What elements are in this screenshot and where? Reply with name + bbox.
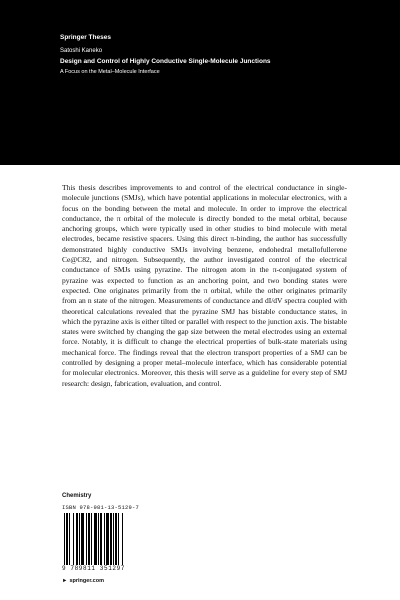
author-name: Satoshi Kaneko — [60, 48, 103, 54]
description-text: This thesis describes improvements to and control of the electrical conductance in single-molecule junctions (SMJs), which have potential applications in molecular electronics, with a focus on the bonding between the metal and molecule. In order to improve the electrical conductance, the π orbital of the molecule is directly bonded to the metal orbital, because anchoring groups, which were typically used in other studies to bind molecule with metal electrodes, became resistive spacers. Using this direct π-binding, the author has successfully demonstrated highly conductive SMJs involving benzene, endohedral metallofullerene Ce@C82, and nitrogen. Subsequently, the author investigated control of the electrical conductance of SMJs using pyrazine. The nitrogen atom in the π-conjugated system of pyrazine was expected to function as an anchoring point, and two bonding states were expected. One originates primarily from the π orbital, while the other originates primarily from an n state of the nitrogen. Measurements of conductance and dI/dV spectra coupled with theoretical calculations revealed that the pyrazine SMJ has bistable conductance states, in which the pyrazine axis is either tilted or parallel with respect to the junction axis. The bistable states were switched by changing the gap size between the metal electrodes using an external force. Notably, it is difficult to change the electrical properties of bulk-state materials using mechanical force. The findings reveal that the electron transport properties of a SMJ can be controlled by designing a proper metal–molecule interface, which has considerable potential for molecular electronics. Moreover, this thesis will serve as a guideline for every step of SMJ research: design, fabrication, evaluation, and control. — [62, 183, 347, 388]
arrow-icon: ► — [62, 578, 68, 584]
barcode-icon — [62, 513, 142, 565]
series-name: Springer Theses — [60, 34, 111, 41]
isbn-text: ISBN 978-981-13-5129-7 — [62, 504, 140, 511]
header-band — [0, 0, 400, 165]
barcode-digits: 9 789811 351297 — [62, 565, 126, 572]
book-title: Design and Control of Highly Conductive Single-Molecule Junctions — [60, 58, 271, 65]
book-subtitle: A Focus on the Metal–Molecule Interface — [60, 69, 160, 75]
website-label: springer.com — [69, 578, 104, 584]
website-link[interactable] — [62, 578, 104, 584]
subject-label: Chemistry — [62, 493, 92, 499]
